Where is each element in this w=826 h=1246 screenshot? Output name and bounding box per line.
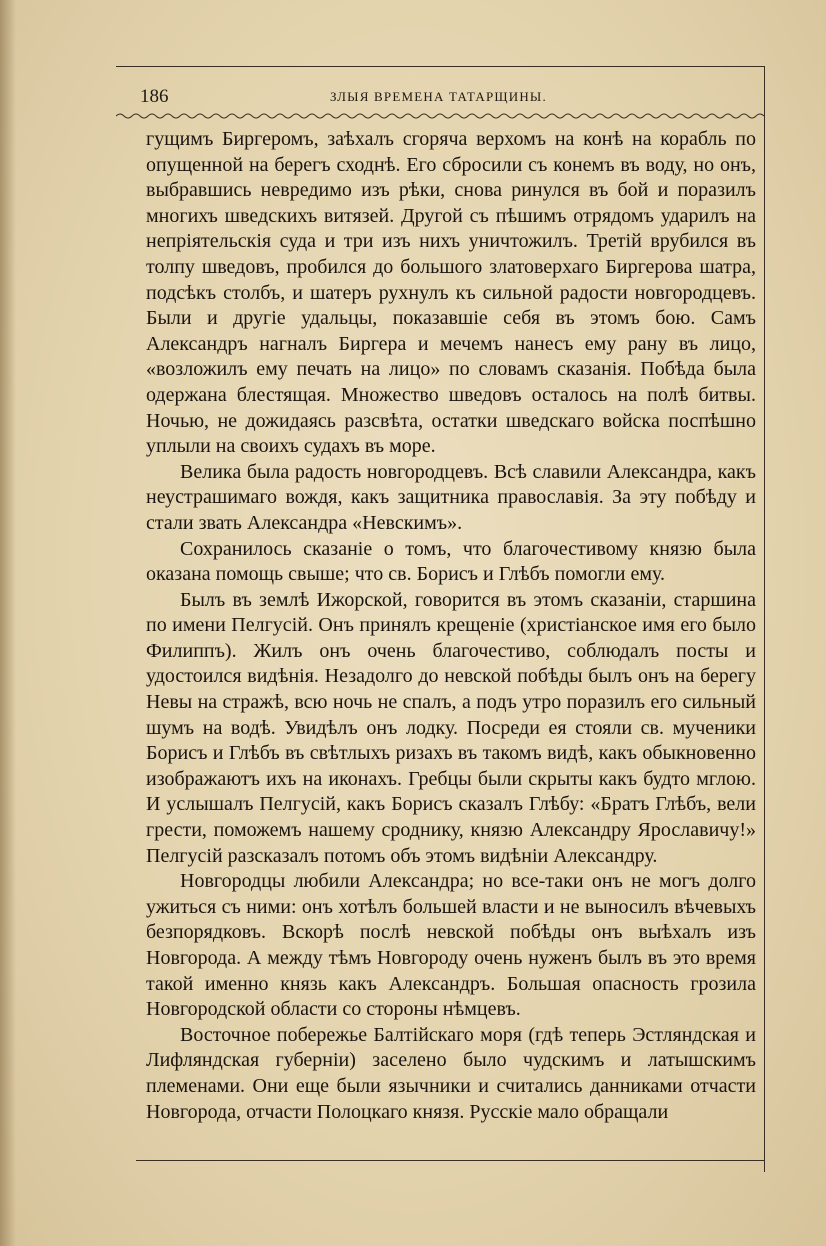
running-title: ЗЛЫЯ ВРЕМЕНА ТАТАРЩИНЫ. (330, 89, 547, 104)
paragraph-1: гущимъ Биргеромъ, заѣхалъ сгоряча верхомъ на конѣ на корабль по опущенной на берегъ сходнѣ. Его сбросили съ конемъ въ воду, но онъ, выбравшись невредимо изъ рѣки, снова ринулся въ бой и поразилъ многихъ шведскихъ витязей. Другой съ пѣшимъ отрядомъ ударилъ на непріятельскія суда и три изъ нихъ уничтожилъ. Третій врубился въ толпу шведовъ, пробился до большого златоверхаго Биргерова шатра, подсѣкъ столбъ, и шатеръ рухнулъ къ сильной радости новгородцевъ. Были и другіе удальцы, показавшіе себя въ этомъ бою. Самъ Александръ нагналъ Биргера и мечемъ нанесъ ему рану въ лицо, «возложилъ ему печать на лицо» по словамъ сказанія. Побѣда была одержана блестящая. Множество шведовъ осталось на полѣ битвы. Ночью, не дожидаясь разсвѣта, остатки шведскаго войска поспѣшно уплыли на своихъ судахъ въ море. (146, 128, 756, 458)
paragraph-3: Сохранилось сказаніе о томъ, что благочестивому князю была оказана помощь свыше; что св. Борисъ и Глѣбъ помогли ему. (146, 537, 756, 586)
page-header (140, 86, 740, 110)
page-number: 186 (140, 86, 169, 107)
decorative-wavy-rule (116, 112, 764, 120)
paragraph-4: Былъ въ землѣ Ижорской, говорится въ этомъ сказаніи, старшина по имени Пелгусій. Онъ принялъ крещеніе (христіанское имя его было Филиппъ). Жилъ онъ очень благочестиво, соблюдалъ посты и удостоился видѣнія. Незадолго до невской побѣды былъ онъ на берегу Невы на стражѣ, всю ночь не спалъ, а подъ утро поразилъ его сильный шумъ на водѣ. Увидѣлъ онъ лодку. Посреди ея стояли св. мученики Борисъ и Глѣбъ въ свѣтлыхъ ризахъ въ такомъ видѣ, какъ обыкновенно изображаютъ ихъ на иконахъ. Гребцы были скрыты какъ будто мглою. И услышалъ Пелгусій, какъ Борисъ сказалъ Глѣбу: «Братъ Глѣбъ, вели грести, поможемъ нашему сроднику, князю Александру Ярославичу!» Пелгусій разсказалъ потомъ объ этомъ видѣніи Александру. (146, 588, 756, 867)
spine-shadow (0, 0, 16, 1246)
paragraph-6: Восточное побережье Балтійскаго моря (гдѣ теперь Эстляндская и Лифляндская губерніи) заселено было чудскимъ и латышскимъ племенами. Они еще были язычники и считались данниками отчасти Новгорода, отчасти Полоцкаго князя. Русскіе мало обращали (146, 1023, 756, 1123)
bottom-rule (136, 1160, 764, 1161)
paragraph-2: Велика была радость новгородцевъ. Всѣ славили Александра, какъ неустрашимаго вождя, какъ защитника православія. За эту побѣду и стали звать Александра «Невскимъ». (146, 460, 756, 534)
paragraph-5: Новгородцы любили Александра; но все-таки онъ не могъ долго ужиться съ ними: онъ хотѣлъ большей власти и не выносилъ вѣчевыхъ безпорядковъ. Вскорѣ послѣ невской побѣды онъ выѣхалъ изъ Новгорода. А между тѣмъ Новгороду очень нуженъ былъ въ это время такой именно князь какъ Александръ. Большая опасность грозила Новгородской области со стороны нѣмцевъ. (146, 870, 756, 1021)
body-text (146, 127, 756, 1125)
